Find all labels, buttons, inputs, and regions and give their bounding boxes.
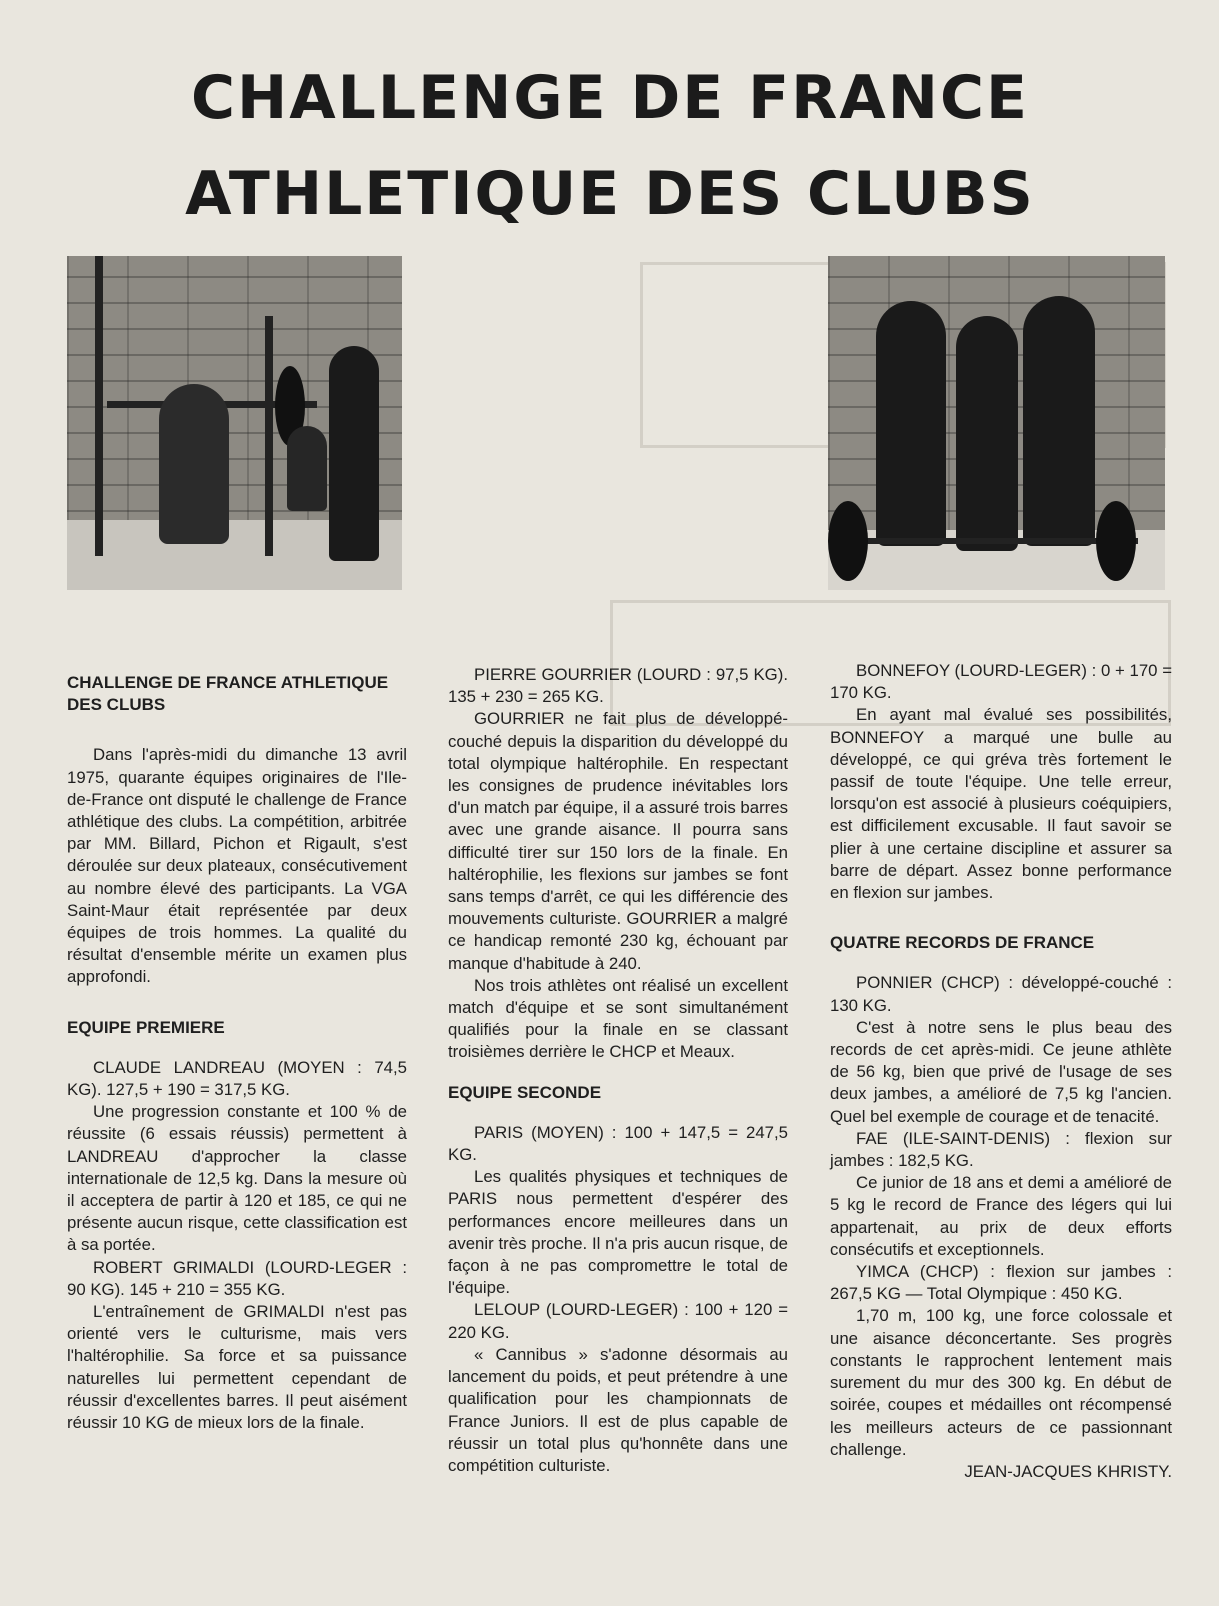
leloup-result: LELOUP (LOURD-LEGER) : 100 + 120 = 220 KG. [448,1300,788,1342]
athlete-figure [1023,296,1095,546]
yimca-result: YIMCA (CHCP) : flexion sur jambes : 267,5 KG — Total Olympique : 450 KG. [830,1262,1172,1304]
landreau-result: CLAUDE LANDREAU (MOYEN : 74,5 KG). 127,5 + 190 = 317,5 KG. [67,1057,407,1100]
grimaldi-result: ROBERT GRIMALDI (LOURD-LEGER : 90 KG). 145 + 210 = 355 KG. [67,1257,407,1299]
bonnefoy-result: BONNEFOY (LOURD-LEGER) : 0 + 170 = 170 KG. [830,661,1172,703]
intro-paragraph: Dans l'après-midi du dimanche 13 avril 1975, quarante équipes originaires de l'Ile-de-France ont disputé le challenge de France athlétique des clubs. La compétition, arbitrée par MM. Billard, Pichon et Rigault, s'est déroulée sur deux plateaux, consécutivement au nombre élevé des participants. La VGA Saint-Maur était représentée par deux équipes de trois hommes. La qualité du résultat d'ensemble mérite un examen plus approfondi. [67,745,407,987]
section-heading-equipe-seconde: EQUIPE SECONDE [448,1082,602,1102]
author-signature: JEAN-JACQUES KHRISTY. [964,1461,1172,1481]
gourrier-text: GOURRIER ne fait plus de développé-couché depuis la disparition du développé du total olympique haltérophile. En respectant les consignes de prudence inévitables lors d'un match par équipe, il a assuré trois barres avec une grande aisance. Il pourra sans difficulté tirer sur 150 lors de la finale. En haltérophilie, les flexions sur jambes se font sans temps d'arrêt, ce qui les différencie des mouvements culturiste. GOURRIER a malgré ce handicap remonté 230 kg, échouant par manque d'habitude à 240. [448,709,788,973]
barbell [838,538,1138,544]
leloup-text: « Cannibus » s'adonne désormais au lancement du poids, et peut prétendre à une qualification pour les championnats de France Juniors. Il est de plus capable de réussir un total plus qu'honnête dans une compétition culturiste. [448,1344,788,1475]
landreau-text: Une progression constante et 100 % de réussite (6 essais réussis) permettent à LANDREAU d'approcher la classe internationale de 12,5 kg. Dans la mesure où il acceptera de partir à 120 et 185, ce qui ne présente aucun risque, cette classification est à sa portée. [67,1102,407,1255]
paris-result: PARIS (MOYEN) : 100 + 147,5 = 247,5 KG. [448,1122,788,1165]
fae-result: FAE (ILE-SAINT-DENIS) : flexion sur jambes : 182,5 KG. [830,1128,1172,1171]
paris-text: Les qualités physiques et techniques de PARIS nous permettent d'espérer des performances encore meilleures dans un avenir très proche. Il n'a pris aucun risque, de façon à ne pas compromettre le total de l'équipe. [448,1167,788,1298]
article-column-2 [448,664,788,1477]
bonnefoy-text: En ayant mal évalué ses possibilités, BONNEFOY a marqué une bulle au développé, ce qui gréva très fortement le passif de toute l'équipe. Une telle erreur, lorsqu'on est associé à plusieurs coéquipiers, est difficilement excusable. Il faut savoir se plier à une certaine discipline et assurer sa barre de départ. Assez bonne performance en flexion sur jambes. [830,705,1172,903]
ponnier-result: PONNIER (CHCP) : développé-couché : 130 KG. [830,973,1172,1015]
section-heading-equipe-premiere: EQUIPE PREMIERE [67,1017,225,1037]
fae-text: Ce junior de 18 ans et demi a amélioré de 5 kg le record de France des légers qui lui appartenait, au prix de deux efforts consécutifs et exceptionnels. [830,1173,1172,1259]
article-column-3 [830,660,1172,1483]
referee-figure [329,346,379,561]
photo-three-athletes [828,256,1165,590]
grimaldi-text: L'entraînement de GRIMALDI n'est pas orienté vers le culturisme, mais vers l'haltérophilie. Sa force et sa puissance naturelles lui permettent cependant de réussir d'excellentes barres. Il peut aisément réussir 10 KG de mieux lors de la finale. [67,1302,407,1433]
team-text: Nos trois athlètes ont réalisé un excellent match d'équipe et se sont simultanément qualifiés pour la finale en se classant troisièmes derrière le CHCP et Meaux. [448,975,788,1062]
lifter-figure [159,384,229,544]
title-line-2: ATHLETIQUE DES CLUBS [185,159,1035,229]
athlete-figure [876,301,946,546]
title-line-1: CHALLENGE DE FRANCE [190,63,1029,133]
ponnier-text: C'est à notre sens le plus beau des records de cet après-midi. Ce jeune athlète de 56 kg, bien que privé de l'usage de ses deux jambes, a amélioré de 7,5 kg l'ancien. Quel bel exemple de courage et de tenacité. [830,1017,1172,1126]
article-column-1 [67,672,407,1434]
yimca-text: 1,70 m, 100 kg, une force colossale et une aisance déconcertante. Ses progrès constants le rapprochent lentement mais surement du mur des 300 kg. En début de soirée, coupes et médailles ont récompensé les meilleurs acteurs de ce passionnant challenge. [830,1306,1172,1459]
section-heading-records: QUATRE RECORDS DE FRANCE [830,933,1095,953]
article-heading: CHALLENGE DE FRANCE ATHLETIQUE DES CLUBS [67,673,389,715]
gourrier-result: PIERRE GOURRIER (LOURD : 97,5 KG). 135 + 230 = 265 KG. [448,665,788,707]
page-title [60,50,1160,242]
athlete-figure [956,316,1018,551]
photo-squat-lift [67,256,402,590]
